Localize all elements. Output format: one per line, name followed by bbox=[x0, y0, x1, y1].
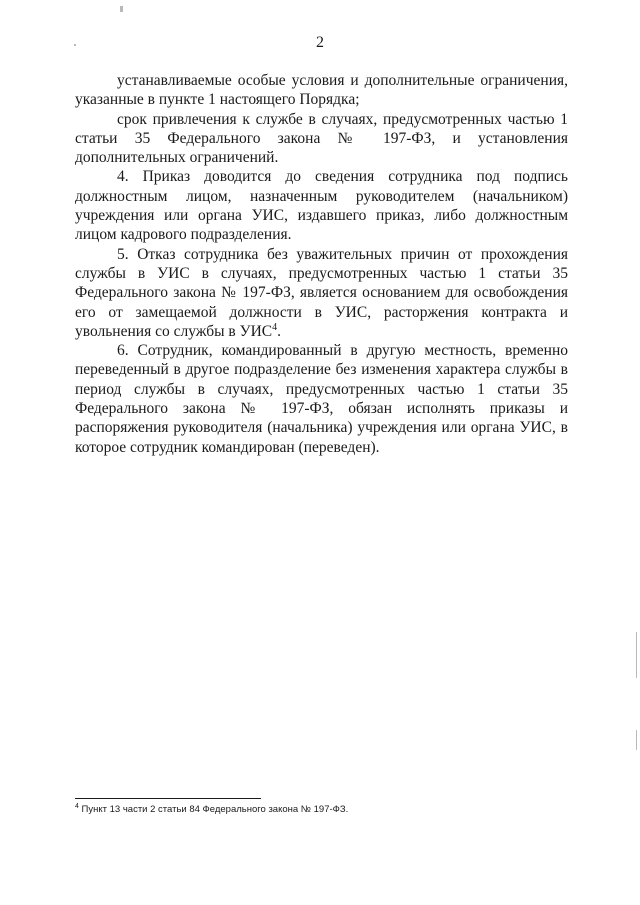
footnote bbox=[75, 804, 575, 815]
paragraph-4-order-notice: 4. Приказ доводится до сведения сотрудника под подпись должностным лицом, назначенным руководителем (начальником) учреждения или органа УИС, издавшего приказ, либо должностным лицом кадрового подразделения. bbox=[75, 168, 568, 244]
paragraph-5-text: 5. Отказ сотрудника без уважительных причин от прохождения службы в УИС в случаях, предусмотренных частью 1 статьи 35 Федерального закона № 197-ФЗ, является основанием для освобождения его от замещаемой должности в УИС, расторжения контракта и увольнения со службы в УИС bbox=[75, 245, 568, 340]
scan-mark-top bbox=[120, 6, 123, 12]
footnote-divider bbox=[75, 798, 261, 799]
footnote-text: Пункт 13 части 2 статьи 84 Федерального закона № 197-ФЗ. bbox=[78, 804, 349, 815]
scan-mark-right-1 bbox=[636, 632, 637, 678]
document-body bbox=[75, 71, 568, 457]
paragraph-conditions: устанавливаемые особые условия и дополнительные ограничения, указанные в пункте 1 настоящего Порядка; bbox=[75, 72, 568, 109]
paragraph-5-refusal: 5. Отказ сотрудника без уважительных причин от прохождения службы в УИС в случаях, предусмотренных частью 1 статьи 35 Федерального закона № 197-ФЗ, является основанием для освобождения его от замещаемой должности в УИС, расторжения контракта и увольнения со службы в УИС$^4$. bbox=[75, 245, 568, 340]
paragraph-term: срок привлечения к службе в случаях, предусмотренных частью 1 статьи 35 Федерального закона № 197-ФЗ, и установления дополнительных ограничений. bbox=[75, 110, 568, 167]
footnote-reference[interactable]: 4 bbox=[272, 321, 278, 333]
scan-mark-right-2 bbox=[636, 730, 637, 750]
page-number: 2 bbox=[316, 34, 324, 51]
footnote-marker: 4 bbox=[75, 802, 79, 810]
paragraph-6-seconded-employee: 6. Сотрудник, командированный в другую местность, временно переведенный в другое подразделение без изменения характера службы в период службы в случаях, предусмотренных частью 1 статьи 35 Федерального закона № 197-ФЗ, обязан исполнять приказы и распоряжения руководителя (начальника) учреждения или органа УИС, в которое сотрудник командирован (переведен). bbox=[75, 342, 568, 456]
